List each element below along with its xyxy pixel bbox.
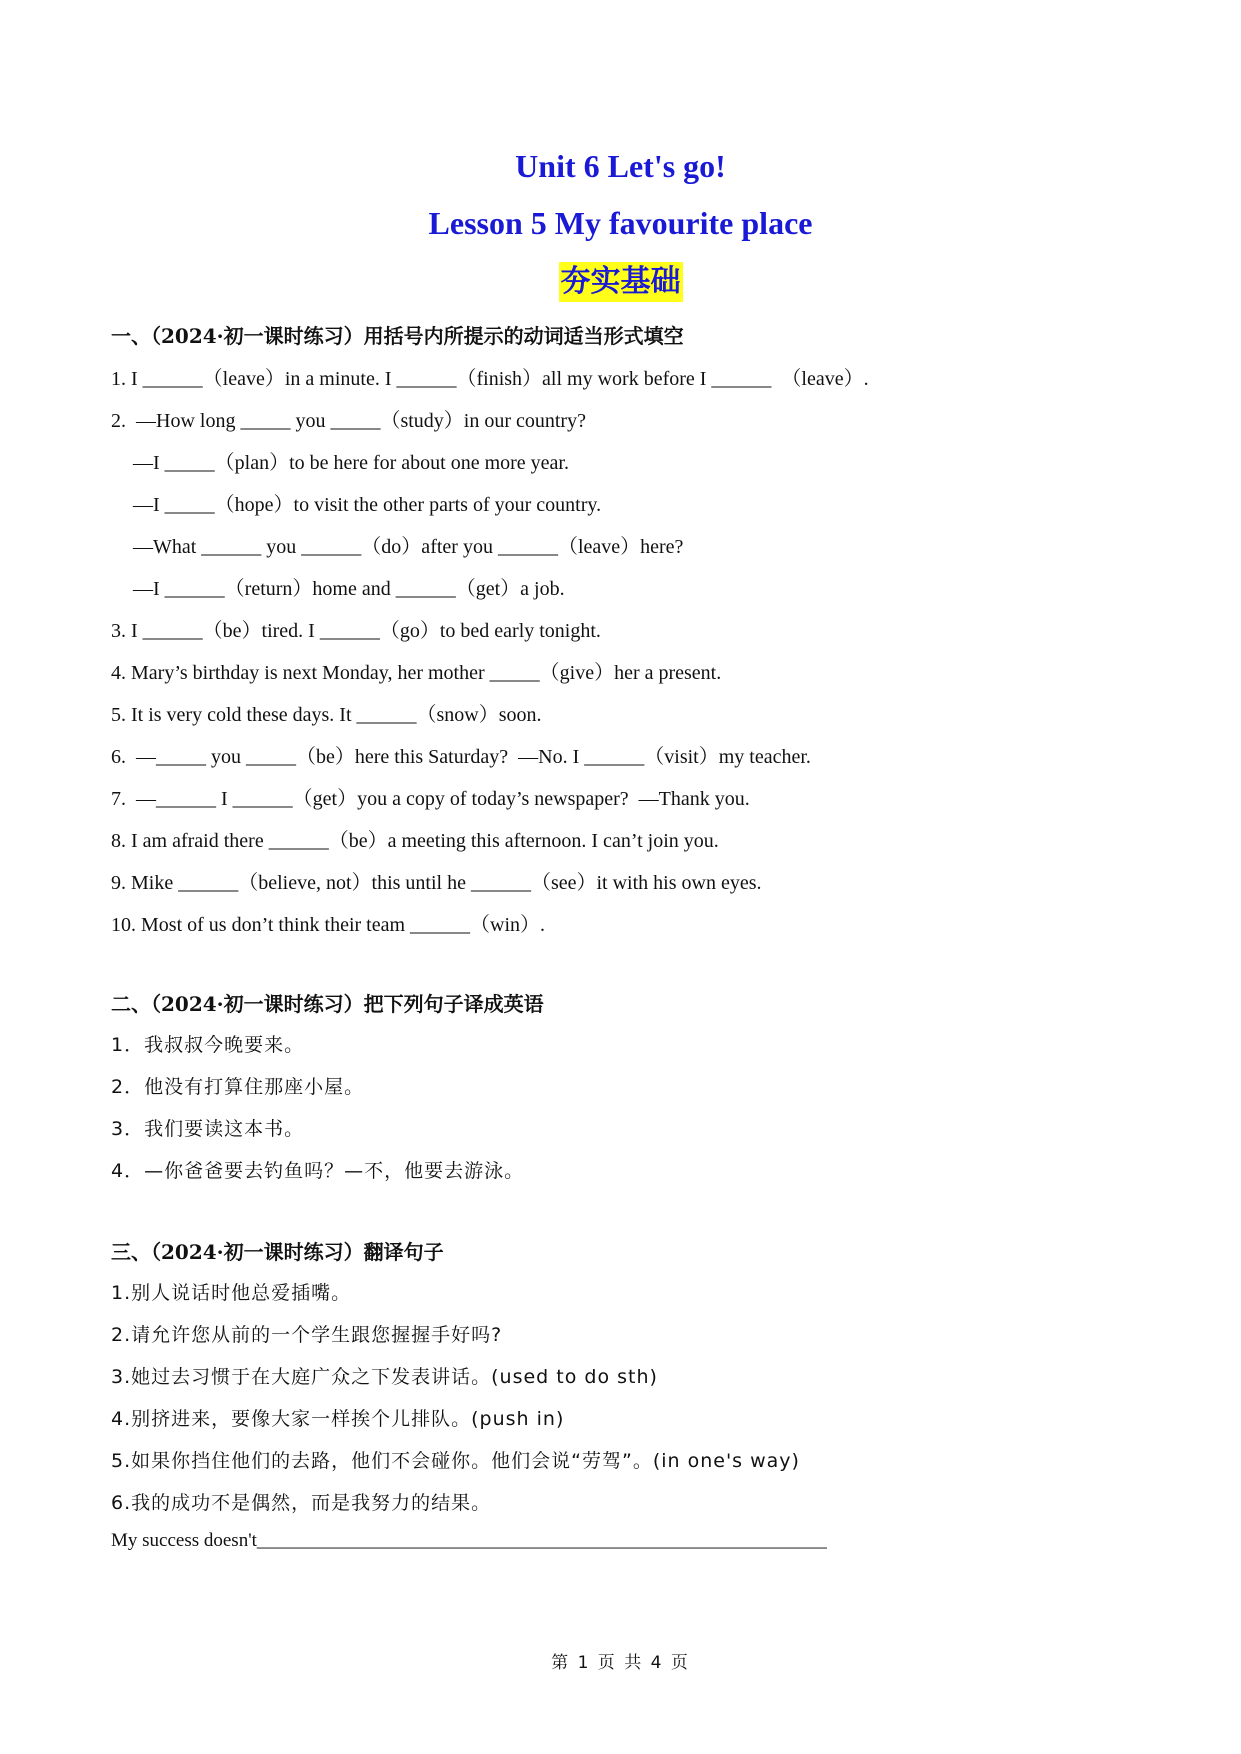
answer-line: My success doesn't____________________________________________________________ xyxy=(111,1530,827,1551)
lesson-title: Lesson 5 My favourite place xyxy=(428,205,813,241)
exercise-line: 3. I ______（be）tired. I ______（go）to bed early tonight. xyxy=(111,620,601,642)
section3-heading: 三、（2024·初一课时练习）翻译句子 xyxy=(111,1240,444,1264)
exercise-line: —I ______（return）home and ______（get）a job. xyxy=(133,578,565,600)
exercise-line: 9. Mike ______（believe, not）this until he ______（see）it with his own eyes. xyxy=(111,872,762,894)
translation-line: 1.别人说话时他总爱插嘴。 xyxy=(111,1282,352,1304)
translation-line: 3.她过去习惯于在大庭广众之下发表讲话。(used to do sth) xyxy=(111,1366,658,1388)
exercise-line: —I _____（plan）to be here for about one more year. xyxy=(133,452,569,474)
exercise-line: 6. —_____ you _____（be）here this Saturday? —No. I ______（visit）my teacher. xyxy=(111,746,811,768)
exercise-line: —I _____（hope）to visit the other parts of your country. xyxy=(133,494,602,516)
exercise-line: 4. Mary’s birthday is next Monday, her mother _____（give）her a present. xyxy=(111,662,722,684)
exercise-line: 10. Most of us don’t think their team ______（win）. xyxy=(111,914,546,936)
exercise-line: 1. I ______（leave）in a minute. I ______（finish）all my work before I ______ （leave）. xyxy=(111,368,869,390)
translation-line: 3．我们要读这本书。 xyxy=(111,1118,305,1140)
exercise-line: 2. —How long _____ you _____（study）in our country? xyxy=(111,410,586,432)
translation-line: 2.请允许您从前的一个学生跟您握握手好吗? xyxy=(111,1324,503,1346)
section-tag: 夯实基础 xyxy=(559,262,683,302)
exercise-line: 8. I am afraid there ______（be）a meeting this afternoon. I can’t join you. xyxy=(111,830,719,852)
exercise-line: —What ______ you ______（do）after you ______（leave）here? xyxy=(133,536,684,558)
section2-heading: 二、（2024·初一课时练习）把下列句子译成英语 xyxy=(111,992,544,1016)
page-number: 第 1 页 共 4 页 xyxy=(551,1653,690,1673)
translation-line: 4．—你爸爸要去钓鱼吗？—不，他要去游泳。 xyxy=(111,1160,525,1182)
translation-line: 5.如果你挡住他们的去路，他们不会碰你。他们会说“劳驾”。(in one's way) xyxy=(111,1450,800,1472)
section1-heading: 一、（2024·初一课时练习）用括号内所提示的动词适当形式填空 xyxy=(111,324,684,348)
unit-title: Unit 6 Let's go! xyxy=(515,148,726,184)
section-tag-wrap xyxy=(0,262,1241,302)
exercise-line: 7. —______ I ______（get）you a copy of today’s newspaper? —Thank you. xyxy=(111,788,750,810)
exercise-line: 5. It is very cold these days. It ______（snow）soon. xyxy=(111,704,542,726)
translation-line: 1．我叔叔今晚要来。 xyxy=(111,1034,305,1056)
translation-line: 6.我的成功不是偶然，而是我努力的结果。 xyxy=(111,1492,492,1514)
translation-line: 4.别挤进来，要像大家一样挨个儿排队。(push in) xyxy=(111,1408,565,1430)
translation-line: 2．他没有打算住那座小屋。 xyxy=(111,1076,365,1098)
